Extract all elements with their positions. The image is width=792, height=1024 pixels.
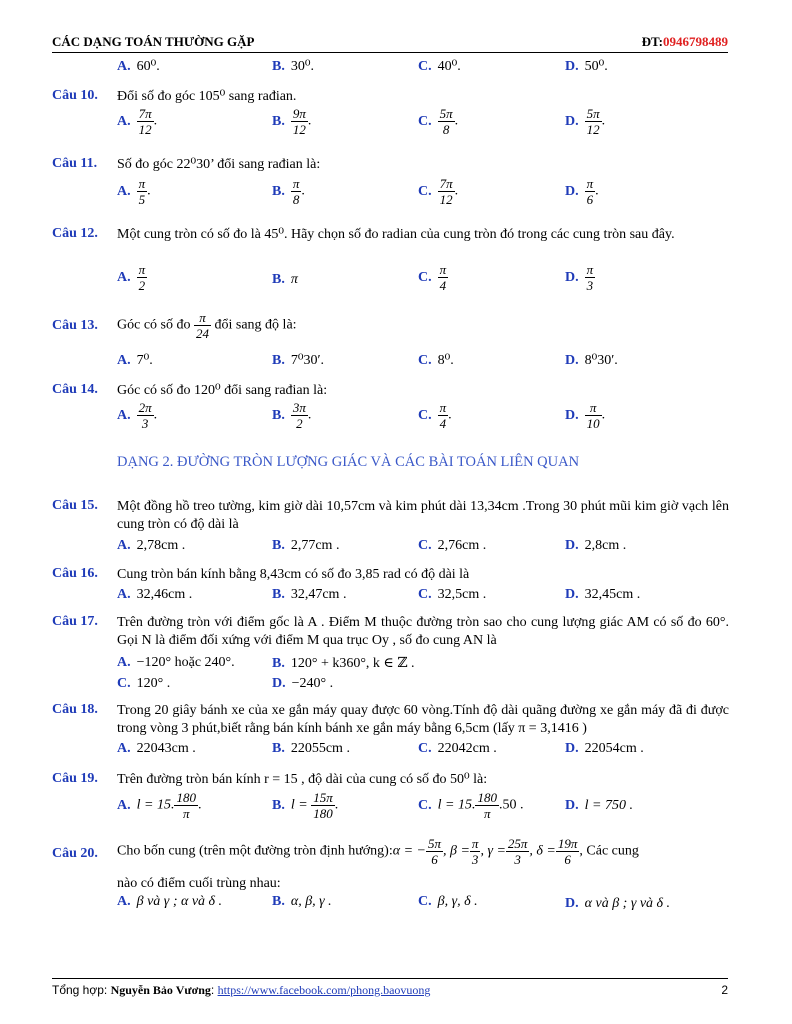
q20-text-line2: nào có điểm cuối trùng nhau:	[117, 876, 281, 891]
q12-option-c: C. $\frac{\pi}{4}$	[418, 262, 447, 293]
q9-option-c: C. 40⁰.	[418, 59, 461, 74]
q15-option-c: C. 2,76cm .	[418, 538, 487, 553]
q10-text: Đổi số đo góc 105⁰ sang rađian.	[117, 89, 297, 104]
q10-number: Câu 10.	[52, 88, 98, 103]
header-title: CÁC DẠNG TOÁN THƯỜNG GẶP	[52, 34, 255, 49]
q14-option-c: C. $\frac{\pi}{4}$ .	[418, 400, 452, 431]
q15-option-a: A. 2,78cm .	[117, 538, 186, 553]
q10-option-b: B. $\frac{9\pi}{12}$ .	[272, 106, 312, 137]
q9-option-a: A. 60⁰.	[117, 59, 160, 74]
q13-option-a: A. 7⁰.	[117, 353, 153, 368]
q12-number: Câu 12.	[52, 226, 98, 241]
q16-text: Cung tròn bán kính bằng 8,43cm có số đo 3,85 rad có độ dài là	[117, 567, 470, 582]
q12-text: Một cung tròn có số đo là 45⁰. Hãy chọn số đo radian của cung tròn đó trong các cung tròn sau đây.	[117, 227, 675, 242]
q19-text: Trên đường tròn bán kính r = 15 , độ dài của cung có số đo 50⁰ là:	[117, 772, 488, 787]
q14-option-d: D. $\frac{\pi}{10}$ .	[565, 400, 606, 431]
q20-option-b: B. α, β, γ .	[272, 894, 332, 909]
q13-option-d: D. 8⁰30′.	[565, 353, 618, 368]
q14-option-a: A. $\frac{2\pi}{3}$ .	[117, 400, 158, 431]
q16-option-a: A. 32,46cm .	[117, 587, 193, 602]
q16-option-b: B. 32,47cm .	[272, 587, 347, 602]
q18-option-c: C. 22042cm .	[418, 741, 497, 756]
q18-option-d: D. 22054cm .	[565, 741, 644, 756]
section-title: DẠNG 2. ĐƯỜNG TRÒN LƯỢNG GIÁC VÀ CÁC BÀI TOÁN LIÊN QUAN	[117, 454, 580, 470]
q14-text: Góc có số đo 120⁰ đổi sang rađian là:	[117, 383, 328, 398]
q14-option-b: B. $\frac{3\pi}{2}$ .	[272, 400, 312, 431]
q17-option-d: D. −240° .	[272, 676, 334, 691]
q15-number: Câu 15.	[52, 498, 98, 513]
page-number: 2	[721, 983, 728, 997]
q16-option-d: D. 32,45cm .	[565, 587, 641, 602]
q14-number: Câu 14.	[52, 382, 98, 397]
footer-prefix: Tổng hợp:	[52, 983, 111, 997]
q9-option-d: D. 50⁰.	[565, 59, 608, 74]
q15-option-d: D. 2,8cm .	[565, 538, 627, 553]
q13-number: Câu 13.	[52, 318, 98, 333]
page-footer: Tổng hợp: Nguyễn Bảo Vương: https://www.facebook.com/phong.baovuong 2	[52, 978, 728, 998]
q17-number: Câu 17.	[52, 614, 98, 629]
q10-option-c: C. $\frac{5\pi}{8}$ .	[418, 106, 459, 137]
q20-option-d: D. α và β ; γ và δ .	[565, 896, 671, 911]
q13-option-b: B. 7⁰30′.	[272, 353, 325, 368]
q18-number: Câu 18.	[52, 702, 98, 717]
q16-number: Câu 16.	[52, 566, 98, 581]
q10-option-a: A. $\frac{7\pi}{12}$ .	[117, 106, 158, 137]
phone-number: 0946798489	[663, 34, 728, 49]
q17-text: Trên đường tròn với điểm gốc là A . Điểm M thuộc đường tròn sao cho cung lượng giác AM có số đo 60°. Gọi N là điểm đối xứng với điểm M qua trục Oy , số đo cung AN là	[117, 615, 729, 648]
q15-option-b: B. 2,77cm .	[272, 538, 340, 553]
q20-number: Câu 20.	[52, 846, 98, 861]
q12-option-d: D. $\frac{\pi}{3}$	[565, 262, 594, 293]
q20-option-c: C. β, γ, δ .	[418, 894, 478, 909]
q20-option-a: A. β và γ ; α và δ .	[117, 894, 223, 909]
header-phone	[642, 34, 728, 50]
author-name: Nguyễn Bảo Vương	[110, 983, 211, 997]
q17-option-b: B. 120° + k360°, k ∈ ℤ .	[272, 656, 415, 671]
q11-option-c: C. $\frac{7\pi}{12}$ .	[418, 176, 459, 207]
q11-option-b: B. $\frac{\pi}{8}$ .	[272, 176, 305, 207]
q19-number: Câu 19.	[52, 771, 98, 786]
q9-option-b: B. 30⁰.	[272, 59, 314, 74]
q11-option-d: D. $\frac{\pi}{6}$ .	[565, 176, 599, 207]
facebook-link[interactable]: https://www.facebook.com/phong.baovuong	[217, 983, 431, 997]
q18-text: Trong 20 giây bánh xe của xe gắn máy quay được 60 vòng.Tính độ dài quãng đường xe gắn máy đã đi được trong vòng 3 phút,biết rằng bán kính bánh xe gắn máy bằng 6,5cm (lấy π = 3,1416 )	[117, 703, 729, 736]
q19-option-c: C. l = 15. $\frac{180}{\pi}$ .50 .	[418, 790, 524, 821]
q12-option-a: A. $\frac{\pi}{2}$	[117, 262, 146, 293]
q11-option-a: A. $\frac{\pi}{5}$ .	[117, 176, 151, 207]
q18-option-a: A. 22043cm .	[117, 741, 196, 756]
q11-text: Số đo góc 22⁰30’ đổi sang rađian là:	[117, 157, 321, 172]
q18-option-b: B. 22055cm .	[272, 741, 350, 756]
q19-option-b: B. l = $\frac{15\pi}{180}$ .	[272, 790, 339, 821]
q15-text: Một đồng hồ treo tường, kim giờ dài 10,57cm và kim phút dài 13,34cm .Trong 30 phút mũi kim giờ vạch lên cung tròn có độ dài là	[117, 499, 729, 532]
page-header	[52, 34, 728, 53]
q20-text: Cho bốn cung (trên một đường tròn định hướng):α = − $\frac{5\pi}{6}$ , β = $\frac{\pi}{3}$ , γ = $\frac{25\pi}{3}$ , δ = $\frac{19\pi}{6}$ , Các cung	[117, 836, 639, 867]
q12-option-b: B. π	[272, 272, 298, 287]
q17-option-a: A. −120° hoặc 240°.	[117, 655, 235, 670]
q16-option-c: C. 32,5cm .	[418, 587, 487, 602]
q13-option-c: C. 8⁰.	[418, 353, 454, 368]
q13-text: Góc có số đo $\frac{\pi}{24}$ đổi sang độ là:	[117, 310, 297, 341]
q19-option-d: D. l = 750 .	[565, 798, 633, 813]
q17-option-c: C. 120° .	[117, 676, 171, 691]
q11-number: Câu 11.	[52, 156, 98, 171]
phone-label: ĐT:	[641, 34, 663, 49]
q10-option-d: D. $\frac{5\pi}{12}$ .	[565, 106, 606, 137]
q19-option-a: A. l = 15. $\frac{180}{\pi}$ .	[117, 790, 202, 821]
